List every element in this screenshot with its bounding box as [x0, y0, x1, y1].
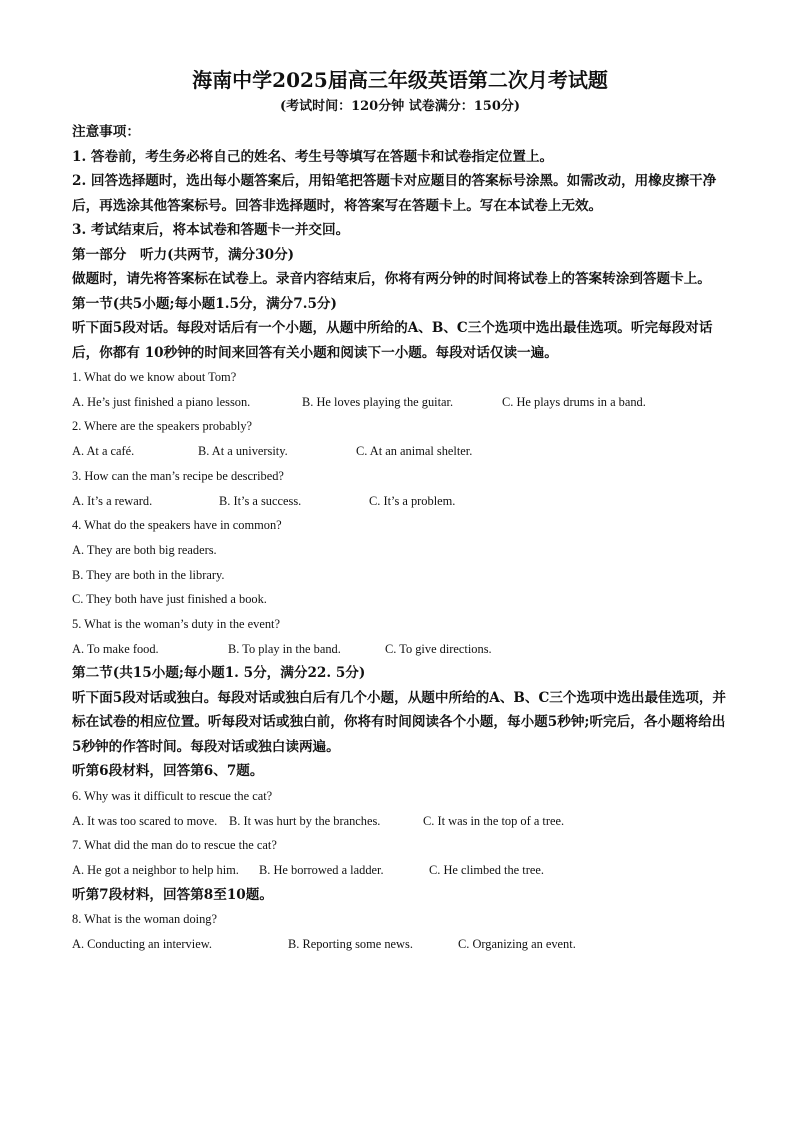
material-7-heading: 听第7段材料，回答第8至10题。	[72, 886, 273, 903]
option-c: C. He climbed the tree.	[429, 863, 544, 878]
section1-instruction: 听下面5段对话。每段对话后有一个小题，从题中所给的A、B、C三个选项中选出最佳选项。听完每段对话后，你都有 10秒钟的时间来回答有关小题和阅读下一小题。每段对话仅读一遍。	[72, 320, 713, 361]
question-options-2	[72, 439, 728, 464]
question-stem-8: 8. What is the woman doing?	[72, 912, 217, 927]
option-c: C. He plays drums in a band.	[502, 394, 646, 409]
question-stem-7: 7. What did the man do to rescue the cat?	[72, 838, 277, 853]
option-b: B. He borrowed a ladder.	[259, 863, 384, 878]
note-item-1: 1. 答卷前，考生务必将自己的姓名、考生号等填写在答题卡和试卷指定位置上。	[72, 148, 554, 165]
question-stem-5: 5. What is the woman’s duty in the event?	[72, 617, 280, 632]
option-a: A. He’s just finished a piano lesson.	[72, 394, 251, 409]
question-stem-2: 2. Where are the speakers probably?	[72, 419, 253, 434]
option-c: C. To give directions.	[385, 641, 492, 656]
section1-heading: 第一节(共5小题;每小题1.5分，满分7.5分)	[72, 295, 337, 312]
option-a: A. It’s a reward.	[72, 493, 153, 508]
option-a: A. Conducting an interview.	[72, 936, 212, 951]
option-b: B. At a university.	[198, 444, 288, 459]
option-c: C. It was in the top of a tree.	[423, 813, 565, 828]
material-6-heading: 听第6段材料，回答第6、7题。	[72, 763, 264, 780]
part1-heading: 第一部分 听力(共两节，满分30分)	[72, 246, 295, 263]
option-a: A. At a café.	[72, 444, 135, 459]
option-a: A. They are both big readers.	[72, 542, 217, 557]
question-options-3	[72, 489, 728, 514]
question-stem-1: 1. What do we know about Tom?	[72, 370, 237, 384]
option-b: B. Reporting some news.	[288, 936, 413, 951]
question-options-5	[72, 637, 728, 662]
section2-heading: 第二节(共15小题;每小题1. 5分，满分22. 5分)	[72, 665, 366, 682]
question-options-8	[72, 932, 728, 957]
question-options-1	[72, 390, 728, 415]
notes-heading: 注意事项：	[72, 124, 140, 140]
note-item-2: 2. 回答选择题时，选出每小题答案后，用铅笔把答题卡对应题目的答案标号涂黑。如需改动，用橡皮擦干净后，再选涂其他答案标号。回答非选择题时，将答案写在答题卡上。写在本试卷上无效。	[72, 173, 717, 214]
option-c: C. At an animal shelter.	[356, 444, 473, 459]
option-a: A. To make food.	[72, 641, 159, 656]
option-a: A. He got a neighbor to help him.	[72, 863, 239, 878]
question-stem-6: 6. Why was it difficult to rescue the cat?	[72, 788, 273, 803]
question-stem-4: 4. What do the speakers have in common?	[72, 518, 282, 533]
question-stem-3: 3. How can the man’s recipe be described?	[72, 468, 284, 483]
option-b: B. It’s a success.	[219, 493, 302, 508]
exam-title: 海南中学2025届高三年级英语第二次月考试题	[192, 68, 608, 92]
option-a: A. It was too scared to move.	[72, 813, 218, 828]
option-b: B. He loves playing the guitar.	[302, 394, 454, 409]
exam-subtitle: (考试时间：120分钟 试卷满分：150分)	[279, 99, 521, 114]
option-b: B. They are both in the library.	[72, 567, 225, 582]
question-options-6	[72, 809, 728, 834]
option-c: C. They both have just finished a book.	[72, 592, 267, 607]
note-item-3: 3. 考试结束后，将本试卷和答题卡一并交回。	[72, 222, 350, 238]
section2-instruction: 听下面5段对话或独白。每段对话或独白后有几个小题，从题中所给的A、B、C三个选项中选出最佳选项，并标在试卷的相应位置。听每段对话或独白前，你将有时间阅读各个小题，每小题5秒钟;听完后，各小题将给出5秒钟的作答时间。每段对话或独白读两遍。	[72, 689, 727, 755]
exam-page	[72, 66, 728, 957]
part1-instruction: 做题时，请先将答案标在试卷上。录音内容结束后，你将有两分钟的时间将试卷上的答案转涂到答题卡上。	[72, 271, 711, 287]
option-b: B. To play in the band.	[228, 641, 341, 656]
option-c: C. Organizing an event.	[458, 936, 576, 951]
option-c: C. It’s a problem.	[369, 493, 456, 508]
option-b: B. It was hurt by the branches.	[229, 813, 381, 828]
question-options-7	[72, 858, 728, 883]
